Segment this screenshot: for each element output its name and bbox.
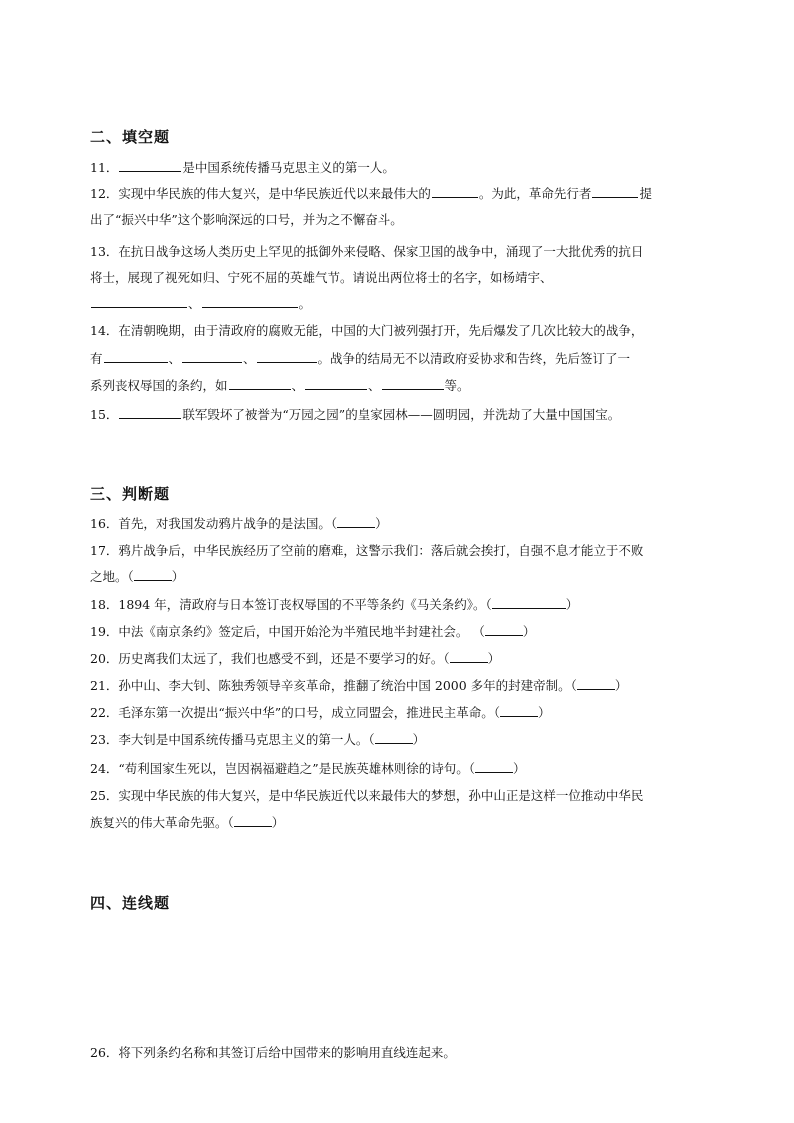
- answer-blank[interactable]: [229, 374, 291, 390]
- question-text: ）: [412, 732, 426, 747]
- section-title-true-false: 三、判断题: [90, 485, 171, 503]
- answer-blank[interactable]: [104, 347, 168, 363]
- answer-blank[interactable]: [91, 292, 187, 308]
- answer-blank[interactable]: [305, 374, 367, 390]
- question-text: 。战争的结局无不以清政府妥协求和告终，先后签订了一: [317, 351, 631, 366]
- separator: 、: [188, 296, 201, 311]
- question-25: [90, 783, 710, 809]
- question-number: 25．: [90, 788, 119, 803]
- question-text: 系列丧权辱国的条约，如: [90, 378, 228, 393]
- answer-blank[interactable]: [592, 182, 638, 198]
- question-13-line-2: 将士，展现了视死如归、宁死不屈的英雄气节。请说出两位将士的名字，如杨靖宇、: [90, 270, 553, 285]
- question-text: 孙中山、李大钊、陈独秀领导辛亥革命，推翻了统治中国 2000 多年的封建帝制。（: [118, 678, 577, 693]
- question-text: 鸦片战争后，中华民族经历了空前的磨难，这警示我们：落后就会挨打，自强不息才能立于不败: [118, 543, 644, 558]
- question-13: [90, 239, 710, 265]
- question-text: 1894 年，清政府与日本签订丧权辱国的不平等条约《马关条约》。（: [118, 597, 492, 612]
- separator: 、: [368, 378, 381, 393]
- question-text: 毛泽东第一次提出“振兴中华”的口号，成立同盟会，推进民主革命。（: [118, 705, 500, 720]
- question-number: 20．: [90, 651, 119, 666]
- answer-blank[interactable]: [382, 374, 444, 390]
- question-text: ）: [522, 624, 536, 639]
- question-14-line-3: [90, 373, 710, 399]
- question-26: [90, 1040, 710, 1066]
- separator: 、: [243, 351, 256, 366]
- answer-blank[interactable]: [485, 621, 523, 636]
- separator: 、: [291, 378, 305, 393]
- question-text: ）: [271, 815, 285, 830]
- question-text: 首先，对我国发动鸦片战争的是法国。（: [118, 516, 338, 531]
- answer-blank[interactable]: [119, 156, 181, 172]
- question-number: 21．: [90, 678, 119, 693]
- question-19: [90, 619, 710, 645]
- question-number: 15．: [90, 407, 119, 422]
- question-17-line-2: [90, 564, 710, 590]
- question-16: [90, 511, 710, 537]
- question-13-line-3: [90, 291, 710, 317]
- question-number: 26．: [90, 1045, 119, 1060]
- question-text: 提: [639, 186, 652, 201]
- question-text: 。为此，革命先行者: [478, 186, 592, 201]
- answer-blank[interactable]: [577, 675, 615, 690]
- question-text: 联军毁坏了被誉为“万园之园”的皇家园林——圆明园，并洗劫了大量中国国宝。: [182, 407, 621, 422]
- question-18: [90, 592, 710, 618]
- section-title-matching: 四、连线题: [90, 894, 171, 912]
- question-text: 中法《南京条约》签定后，中国开始沦为半殖民地半封建社会。 （: [118, 624, 485, 639]
- question-text: ）: [565, 597, 579, 612]
- question-23: [90, 727, 710, 753]
- answer-blank[interactable]: [134, 566, 172, 581]
- question-text: “苟利国家生死以，岂因祸福避趋之”是民族英雄林则徐的诗句。（: [118, 761, 475, 776]
- question-11: [90, 155, 710, 181]
- answer-blank[interactable]: [432, 182, 478, 198]
- question-text: 李大钊是中国系统传播马克思主义的第一人。（: [118, 732, 375, 747]
- question-number: 11．: [90, 160, 119, 175]
- question-text: 族复兴的伟大革命先驱。（: [90, 815, 234, 830]
- question-number: 19．: [90, 624, 119, 639]
- question-number: 18．: [90, 597, 119, 612]
- answer-blank[interactable]: [500, 702, 538, 717]
- question-text: ）: [537, 705, 551, 720]
- question-number: 16．: [90, 516, 119, 531]
- section-title-fill-in: 二、填空题: [90, 128, 171, 146]
- answer-blank[interactable]: [202, 292, 298, 308]
- question-text: ）: [487, 651, 501, 666]
- question-text: ）: [375, 516, 388, 531]
- question-25-line-2: [90, 810, 710, 836]
- question-text: 之地。（: [90, 569, 134, 584]
- question-number: 14．: [90, 323, 119, 338]
- question-text: 历史离我们太远了，我们也感受不到，还是不要学习的好。（: [118, 651, 450, 666]
- answer-blank[interactable]: [492, 594, 566, 609]
- question-text: 实现中华民族的伟大复兴，是中华民族近代以来最伟大的: [118, 186, 431, 201]
- question-14-line-2: [90, 346, 710, 372]
- question-text: 有: [90, 351, 103, 366]
- question-text: ）: [171, 569, 185, 584]
- answer-blank[interactable]: [119, 403, 181, 419]
- question-number: 22．: [90, 705, 119, 720]
- answer-blank[interactable]: [375, 729, 413, 744]
- answer-blank[interactable]: [257, 347, 317, 363]
- question-22: [90, 700, 710, 726]
- question-12-line-2: 出了“振兴中华”这个影响深远的口号，并为之不懈奋斗。: [90, 212, 403, 227]
- answer-blank[interactable]: [337, 513, 375, 528]
- separator: 、: [168, 351, 182, 366]
- question-17: [90, 538, 710, 564]
- question-text: 实现中华民族的伟大复兴，是中华民族近代以来最伟大的梦想，孙中山正是这样一位推动中华民: [118, 788, 644, 803]
- answer-blank[interactable]: [234, 812, 272, 827]
- question-number: 23．: [90, 732, 119, 747]
- question-number: 17．: [90, 543, 119, 558]
- question-text: ）: [512, 761, 526, 776]
- question-15: [90, 402, 710, 428]
- question-text: 等。: [444, 378, 470, 393]
- question-number: 24．: [90, 761, 119, 776]
- question-20: [90, 646, 710, 672]
- question-text: 在抗日战争这场人类历史上罕见的抵御外来侵略、保家卫国的战争中，涌现了一大批优秀的抗日: [118, 244, 644, 259]
- question-14: [90, 318, 710, 344]
- question-text: 。: [298, 296, 312, 311]
- question-text: 在清朝晚期，由于清政府的腐败无能，中国的大门被列强打开，先后爆发了几次比较大的战争，: [118, 323, 644, 338]
- question-text: 是中国系统传播马克思主义的第一人。: [182, 160, 395, 175]
- answer-blank[interactable]: [475, 758, 513, 773]
- question-21: [90, 673, 710, 699]
- question-24: [90, 756, 710, 782]
- question-number: 12．: [90, 186, 119, 201]
- question-12: [90, 181, 710, 207]
- question-text: ）: [614, 678, 628, 693]
- question-text: 将下列条约名称和其签订后给中国带来的影响用直线连起来。: [118, 1045, 456, 1060]
- answer-blank[interactable]: [450, 648, 488, 663]
- question-number: 13．: [90, 244, 119, 259]
- answer-blank[interactable]: [182, 347, 242, 363]
